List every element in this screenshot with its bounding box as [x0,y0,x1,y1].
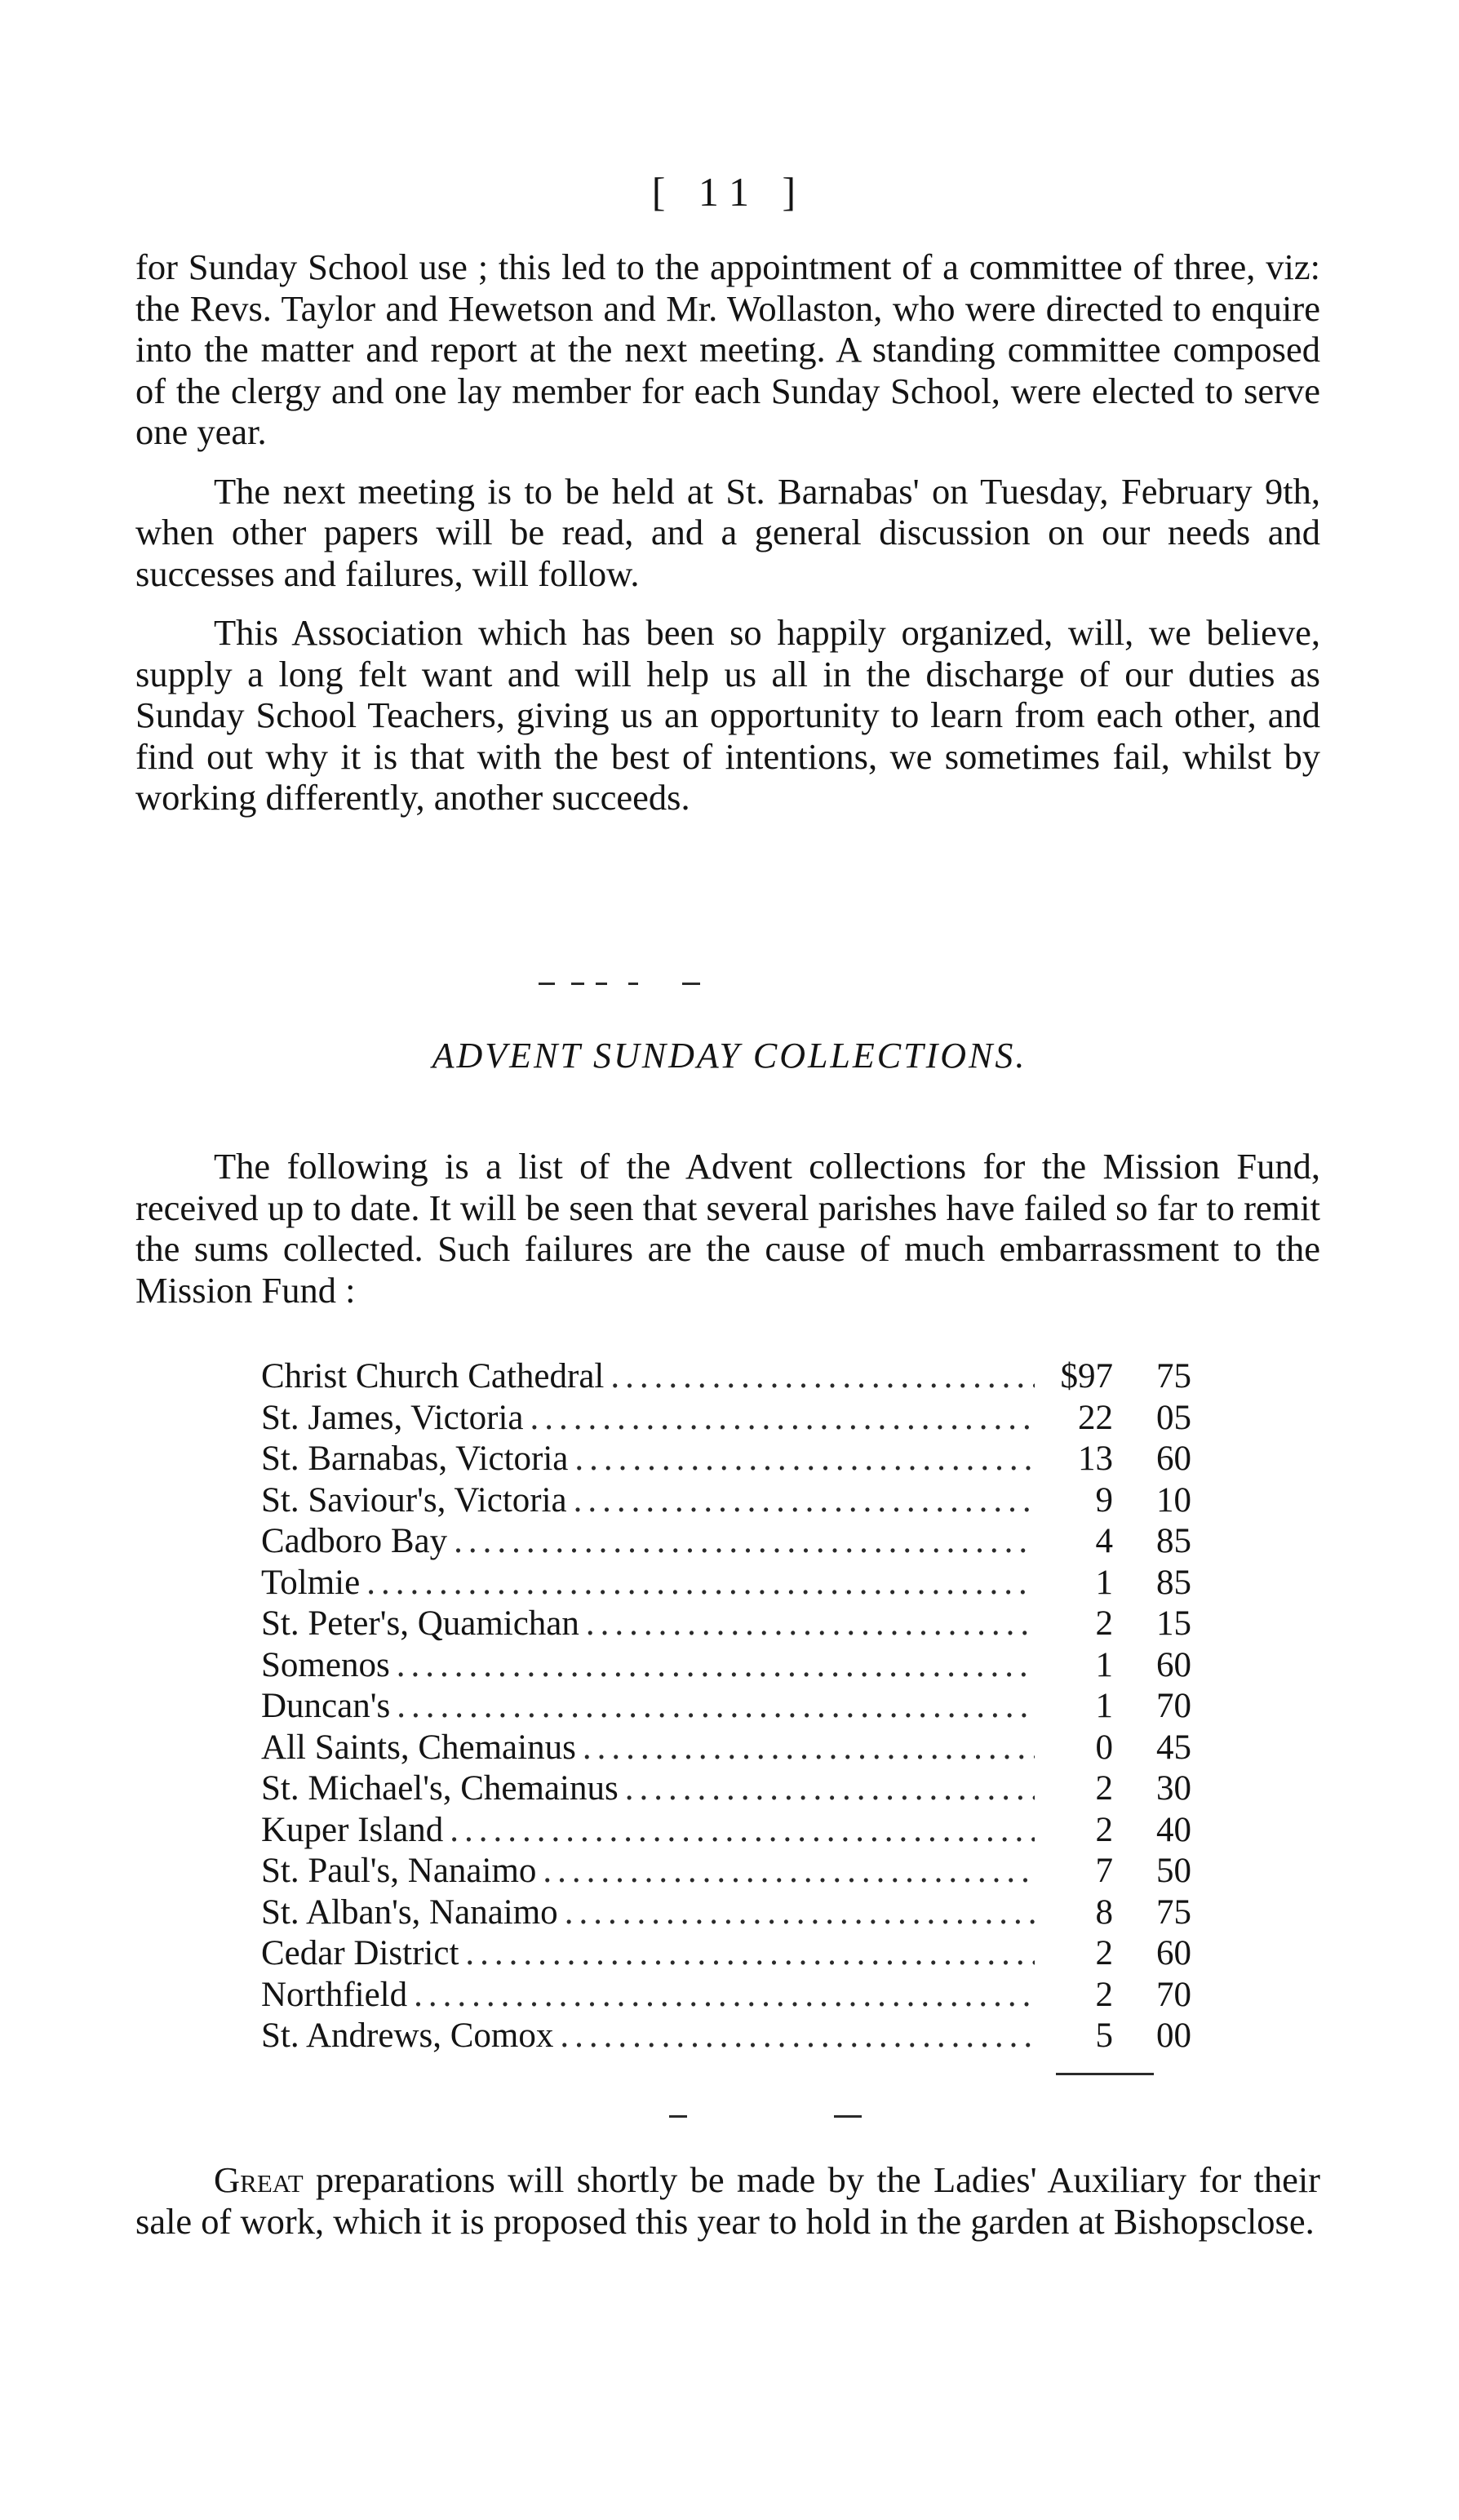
amount-dollars: 0 [1095,1728,1113,1767]
collections-list [261,1356,1191,2057]
parish-name: St. Michael's, Chemainus [261,1769,619,1808]
parish-name: St. Paul's, Nanaimo [261,1852,537,1890]
page-number: [ 11 ] [651,169,808,215]
amount-dollars: 2 [1095,1975,1113,2014]
amount-dollars: 2 [1095,1604,1113,1643]
amount-cents: 60 [1156,1934,1191,1972]
closing-lead-word: Great [214,2159,304,2200]
amount-cents: 85 [1156,1522,1191,1560]
amount-dollars: 7 [1095,1852,1113,1890]
collection-row [261,1851,1191,1892]
separator-dash [539,983,555,985]
paragraph-ladies-auxiliary [135,2159,1320,2242]
parish-name: Cadboro Bay [261,1522,448,1560]
collection-row [261,1356,1191,1398]
parish-name: St. Saviour's, Victoria [261,1480,567,1520]
dot-leader [397,1686,1035,1728]
collection-row [261,1604,1191,1645]
dot-leader [397,1645,1035,1687]
dot-leader [583,1728,1035,1769]
closing-text: preparations will shortly be made by the Ladies' Auxiliary for their sale of work, which it is proposed this year to hold in the garden at Bishopsclose. [135,2159,1320,2242]
amount-dollars: 4 [1095,1522,1113,1560]
amount-cents: 70 [1156,1975,1191,2014]
total-rule [1056,2073,1154,2075]
section-intro-block [135,1146,1320,1311]
parish-name: St. Andrews, Comox [261,2016,554,2055]
parish-name: St. Peter's, Quamichan [261,1604,579,1643]
amount-cents: 60 [1156,1645,1191,1684]
amount-dollars: 22 [1078,1398,1113,1437]
amount-cents: 15 [1156,1604,1191,1643]
dot-leader [454,1521,1035,1563]
dot-leader [560,2016,1035,2057]
amount-cents: 75 [1156,1892,1191,1932]
parish-name: Cedar District [261,1934,459,1972]
amount-cents: 00 [1156,2016,1191,2055]
closing-block [135,2159,1320,2242]
dot-leader [586,1604,1035,1645]
amount-dollars: 13 [1078,1440,1113,1478]
collection-row [261,1768,1191,1810]
amount-cents: 75 [1156,1357,1191,1395]
amount-dollars: 9 [1095,1480,1113,1520]
dot-leader [543,1851,1035,1892]
dot-leader [366,1563,1035,1604]
parish-name: Kuper Island [261,1810,444,1849]
collection-row [261,2016,1191,2057]
collection-row [261,1563,1191,1604]
separator-dash [571,983,584,985]
collection-row [261,1398,1191,1440]
collection-row [261,1728,1191,1769]
parish-name: St. Barnabas, Victoria [261,1440,569,1478]
amount-dollars: 1 [1095,1645,1113,1684]
paragraph-committee: for Sunday School use ; this led to the appointment of a committee of three, viz: the Revs. Taylor and Hewetson and Mr. Wollaston, who were directed to enquire into the matter and report at the next meeting. A standing committee composed of the clergy and one lay member for each Sunday School, were elected to serve one year. [135,246,1320,452]
amount-dollars: $97 [1060,1357,1113,1395]
amount-cents: 05 [1156,1398,1191,1437]
dot-leader [450,1810,1035,1852]
dot-leader [574,1480,1035,1522]
dot-leader [610,1356,1035,1398]
separator-dash [628,983,638,985]
parish-name: St. Alban's, Nanaimo [261,1892,558,1932]
separator-dash [834,2115,862,2118]
collection-row [261,1810,1191,1852]
dot-leader [530,1398,1035,1440]
dot-leader [465,1933,1035,1975]
amount-dollars: 5 [1095,2016,1113,2055]
paragraph-association: This Association which has been so happily organized, will, we believe, supply a long felt want and will help us all in the discharge of our duties as Sunday School Teachers, giving us an opportunity to learn from each other, and find out why it is that with the best of intentions, we sometimes fail, whilst by working differently, another succeeds. [135,612,1320,818]
parish-name: Duncan's [261,1687,391,1725]
amount-dollars: 2 [1095,1769,1113,1808]
section-intro: The following is a list of the Advent collections for the Mission Fund, received up to date. It will be seen that several parishes have failed so far to remit the sums collected. Such failures are the cause of much embarrassment to the Mission Fund : [135,1146,1320,1311]
collection-row [261,1645,1191,1687]
amount-dollars: 2 [1095,1810,1113,1849]
parish-name: St. James, Victoria [261,1398,524,1437]
amount-dollars: 1 [1095,1687,1113,1725]
separator-dash [596,983,607,985]
section-heading: ADVENT SUNDAY COLLECTIONS. [432,1036,1027,1076]
parish-name: Christ Church Cathedral [261,1357,605,1395]
amount-cents: 50 [1156,1852,1191,1890]
amount-cents: 10 [1156,1480,1191,1520]
parish-name: Northfield [261,1975,408,2014]
collection-row [261,1480,1191,1522]
amount-cents: 45 [1156,1728,1191,1767]
collection-row [261,1439,1191,1480]
amount-cents: 85 [1156,1563,1191,1602]
collection-row [261,1686,1191,1728]
amount-dollars: 8 [1095,1892,1113,1932]
continued-text [135,246,1320,819]
amount-dollars: 1 [1095,1563,1113,1602]
dot-leader [625,1768,1035,1810]
parish-name: All Saints, Chemainus [261,1728,576,1767]
collection-row [261,1892,1191,1934]
amount-cents: 30 [1156,1769,1191,1808]
parish-name: Tolmie [261,1563,361,1602]
dot-leader [565,1892,1035,1934]
amount-cents: 40 [1156,1810,1191,1849]
separator-dash [682,983,700,985]
separator-dash [669,2115,687,2118]
dot-leader [574,1439,1035,1480]
collection-row [261,1975,1191,2016]
amount-cents: 70 [1156,1687,1191,1725]
collection-row [261,1933,1191,1975]
collection-row [261,1521,1191,1563]
dot-leader [414,1975,1035,2016]
paragraph-next-meeting: The next meeting is to be held at St. Barnabas' on Tuesday, February 9th, when other papers will be read, and a general discussion on our needs and successes and failures, will follow. [135,470,1320,594]
parish-name: Somenos [261,1645,390,1684]
amount-cents: 60 [1156,1440,1191,1478]
amount-dollars: 2 [1095,1934,1113,1972]
